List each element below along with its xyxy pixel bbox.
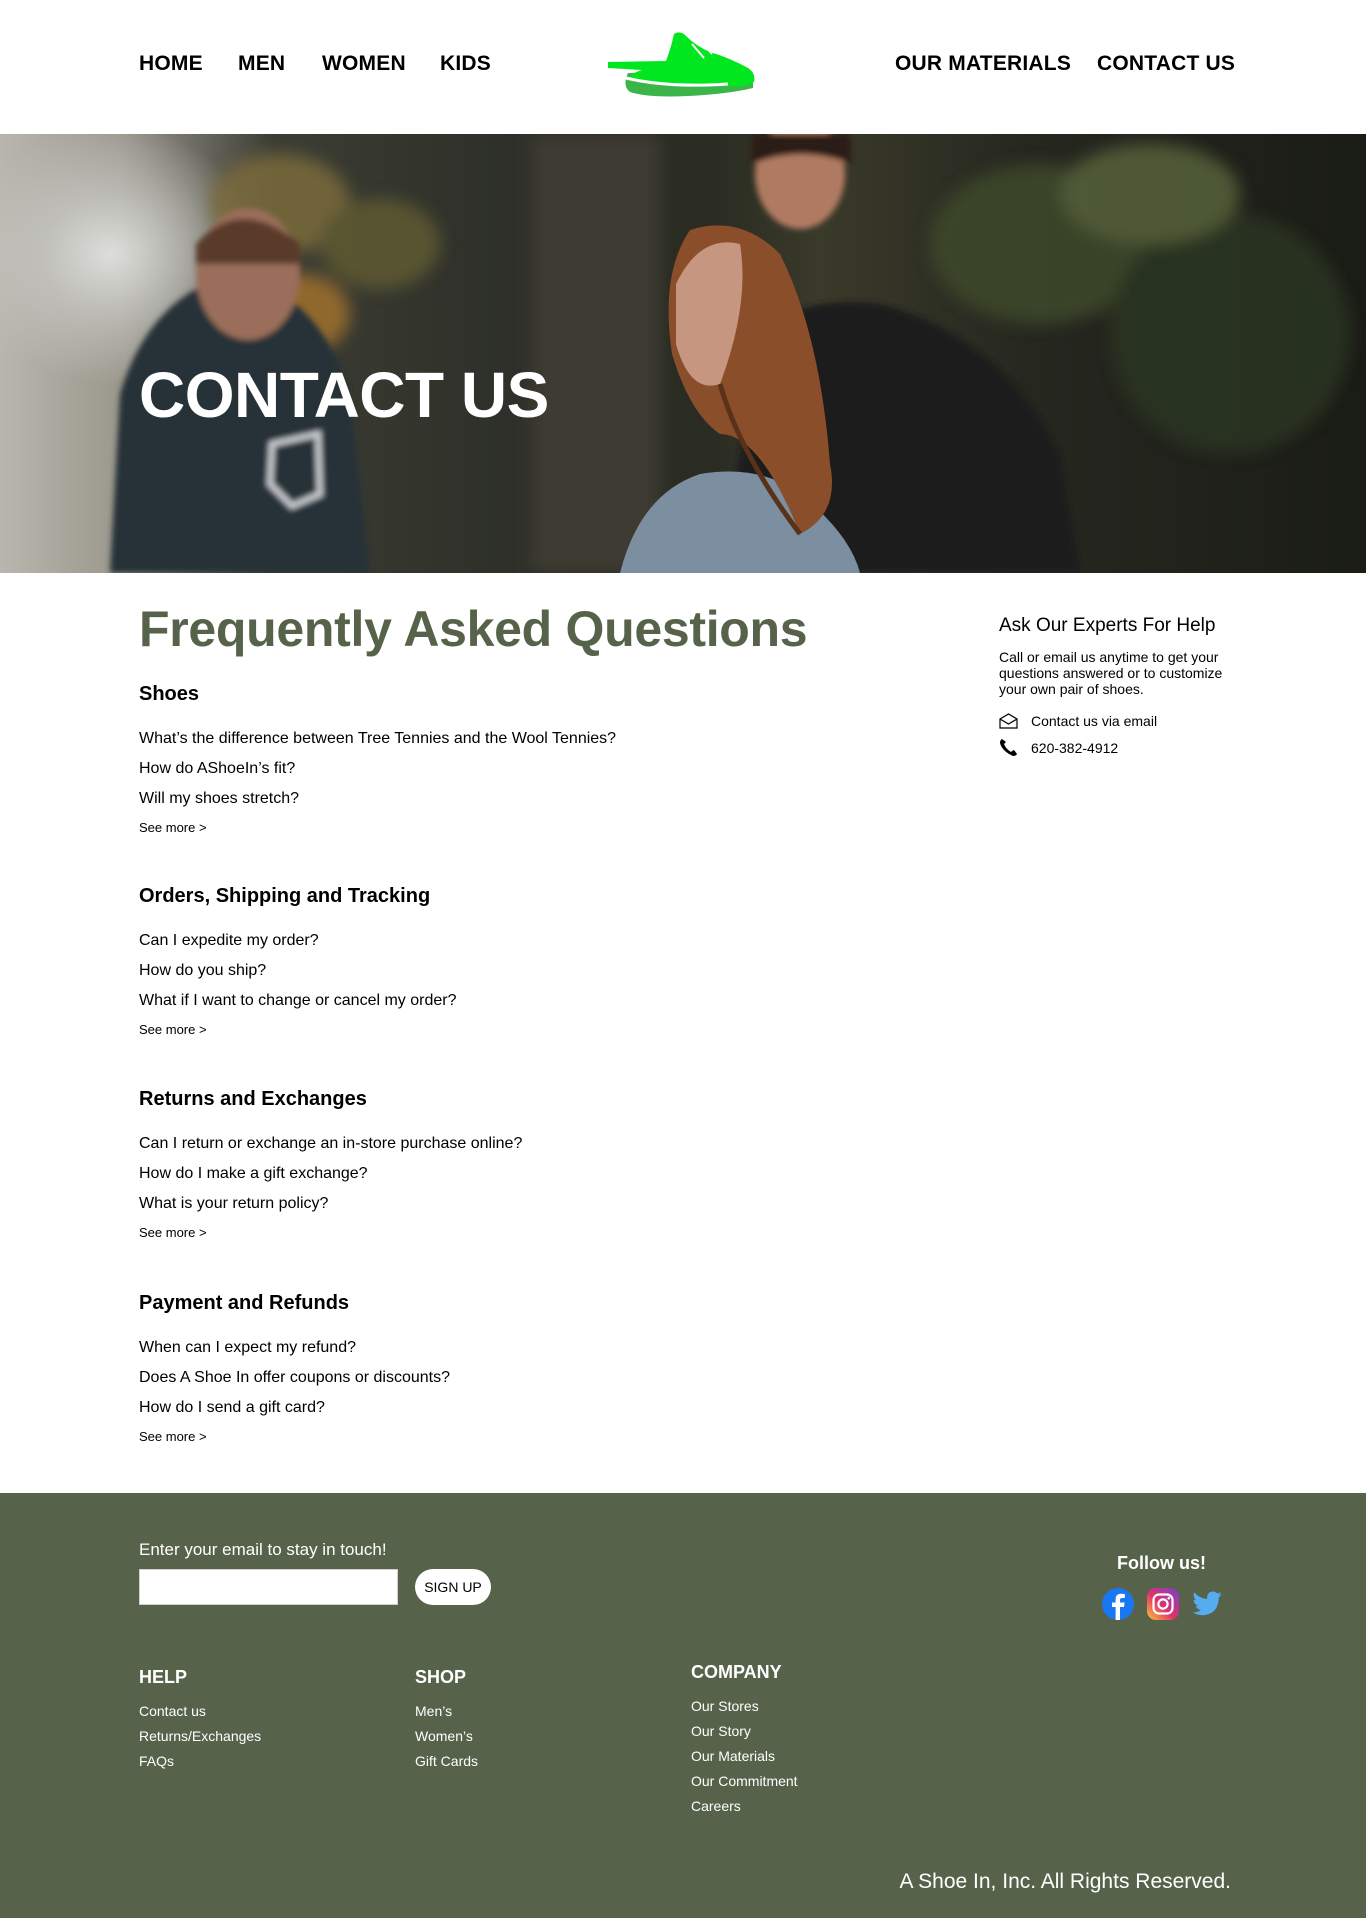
signup-button[interactable]: SIGN UP [415, 1569, 491, 1605]
hero-banner [0, 134, 1366, 573]
hero-title: CONTACT US [139, 359, 549, 431]
twitter-icon[interactable] [1190, 1587, 1224, 1621]
site-footer [0, 1493, 1366, 1918]
faq-section-orders [139, 885, 899, 1039]
footer-link[interactable]: FAQs [139, 1753, 175, 1769]
faq-title: Frequently Asked Questions [139, 601, 808, 657]
footer-link[interactable]: Our Commitment [691, 1773, 798, 1789]
nav-kids[interactable]: KIDS [440, 52, 491, 75]
experts-panel [999, 615, 1259, 761]
footer-link[interactable]: Women’s [415, 1728, 473, 1744]
faq-section-shoes [139, 683, 899, 837]
experts-title: Ask Our Experts For Help [999, 615, 1216, 636]
faq-section-returns [139, 1088, 899, 1242]
faq-question[interactable]: What is your return policy? [139, 1195, 329, 1212]
email-contact-row[interactable] [999, 707, 1259, 734]
copyright-text: A Shoe In, Inc. All Rights Reserved. [899, 1870, 1231, 1893]
footer-shop-column [415, 1667, 478, 1777]
faq-question[interactable]: Can I return or exchange an in-store purchase online? [139, 1135, 523, 1152]
see-more-link[interactable]: See more > [139, 1022, 207, 1037]
faq-heading: Orders, Shipping and Tracking [139, 885, 431, 907]
nav-our-materials[interactable]: OUR MATERIALS [895, 52, 1072, 75]
footer-link[interactable]: Contact us [139, 1703, 206, 1719]
footer-link[interactable]: Our Materials [691, 1748, 776, 1764]
email-contact-link[interactable]: Contact us via email [1031, 712, 1158, 729]
follow-label: Follow us! [1117, 1553, 1206, 1573]
faq-heading: Shoes [139, 683, 200, 705]
footer-column-heading: COMPANY [691, 1662, 782, 1682]
faq-heading: Returns and Exchanges [139, 1088, 367, 1110]
footer-link[interactable]: Men’s [415, 1703, 453, 1719]
faq-question[interactable]: What’s the difference between Tree Tennies and the Wool Tennies? [139, 730, 617, 747]
nav-women[interactable]: WOMEN [322, 52, 406, 75]
footer-link[interactable]: Our Story [691, 1723, 751, 1739]
see-more-link[interactable]: See more > [139, 820, 207, 835]
footer-column-heading: HELP [139, 1667, 188, 1687]
nav-contact-us[interactable]: CONTACT US [1097, 52, 1236, 75]
faq-question[interactable]: Can I expedite my order? [139, 932, 319, 949]
footer-help-column [139, 1667, 261, 1777]
phone-icon [999, 738, 1031, 758]
faq-question[interactable]: How do AShoeIn’s fit? [139, 760, 296, 777]
footer-company-column [691, 1662, 798, 1822]
nav-home[interactable]: HOME [139, 52, 203, 75]
footer-link[interactable]: Returns/Exchanges [139, 1728, 262, 1744]
faq-section-payment [139, 1292, 899, 1446]
footer-link[interactable]: Our Stores [691, 1698, 759, 1714]
faq-question[interactable]: Does A Shoe In offer coupons or discounts? [139, 1369, 451, 1386]
faq-question[interactable]: How do I send a gift card? [139, 1399, 325, 1416]
faq-question[interactable]: How do you ship? [139, 962, 267, 979]
hero-photo [0, 134, 1366, 573]
see-more-link[interactable]: See more > [139, 1225, 207, 1240]
faq-question[interactable]: Will my shoes stretch? [139, 790, 300, 807]
envelope-icon [999, 711, 1031, 731]
footer-column-heading: SHOP [415, 1667, 467, 1687]
faq-heading: Payment and Refunds [139, 1292, 350, 1314]
newsletter-label: Enter your email to stay in touch! [139, 1540, 387, 1559]
footer-link[interactable]: Gift Cards [415, 1753, 479, 1769]
shoe-logo-icon[interactable] [608, 28, 758, 102]
instagram-icon[interactable] [1146, 1587, 1180, 1621]
faq-question[interactable]: What if I want to change or cancel my order? [139, 992, 457, 1009]
faq-question[interactable]: How do I make a gift exchange? [139, 1165, 368, 1182]
phone-number[interactable]: 620-382-4912 [1031, 739, 1119, 756]
phone-contact-row[interactable] [999, 734, 1259, 761]
facebook-icon[interactable] [1101, 1587, 1135, 1621]
experts-text: Call or email us anytime to get your questions answered or to customize your own pair of shoes. [999, 649, 1223, 697]
faq-question[interactable]: When can I expect my refund? [139, 1339, 356, 1356]
site-header [0, 0, 1366, 134]
see-more-link[interactable]: See more > [139, 1429, 207, 1444]
newsletter-email-input[interactable] [139, 1569, 398, 1605]
nav-men[interactable]: MEN [238, 52, 286, 75]
footer-link[interactable]: Careers [691, 1798, 741, 1814]
